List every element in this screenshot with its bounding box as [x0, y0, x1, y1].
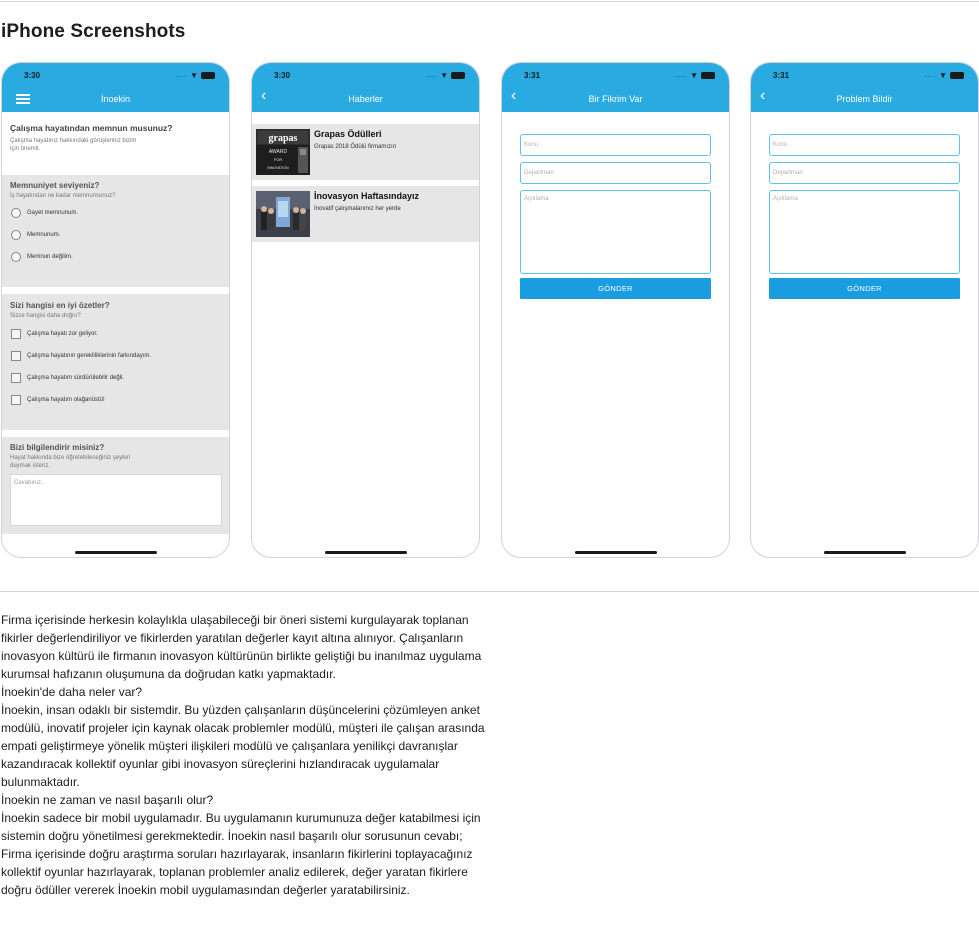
- description-line: Firma içerisinde doğru araştırma soruları hazırlayarak, insanların fikirlerini toplayacağınız: [1, 847, 473, 861]
- status-time: 3:31: [773, 71, 790, 80]
- description-line: doğru ödüller vererek İnoekin mobil uygulamasından değerler yaratabilirsiniz.: [1, 883, 410, 897]
- section-title: iPhone Screenshots: [1, 21, 186, 42]
- description-line: kazandıracak kollektif oyunlar gibi inovasyon süreçlerini hızlandıracak uygulamalar: [1, 757, 440, 771]
- subject-input[interactable]: [769, 134, 960, 156]
- description-placeholder: Açıklama: [524, 196, 549, 202]
- checkbox-icon[interactable]: [11, 329, 21, 339]
- nav-bar: [252, 63, 479, 112]
- home-indicator: [575, 551, 657, 554]
- wifi-icon: ▼: [939, 71, 947, 80]
- question-card: [2, 294, 230, 430]
- description-textarea[interactable]: [520, 190, 711, 274]
- back-chevron-icon[interactable]: ‹: [760, 87, 766, 104]
- status-icons: [425, 71, 465, 80]
- option-label: Memnunum.: [27, 232, 61, 238]
- status-icons: [675, 71, 715, 80]
- battery-icon: [201, 72, 215, 79]
- nav-title: Problem Bildir: [836, 94, 893, 104]
- description-line: İnoekin sadece bir mobil uygulamadır. Bu uygulamanın kurumunuza değer katabilmesi için: [1, 811, 481, 825]
- news-desc: Grapas 2018 Ödülü firmamızın: [314, 144, 397, 150]
- send-button[interactable]: GÖNDER: [769, 278, 960, 299]
- option-label: Çalışma hayatı zor geliyor.: [27, 331, 98, 337]
- subject-placeholder: Konu: [773, 142, 788, 148]
- home-indicator: [75, 551, 157, 554]
- question-sub: Sizce hangisi daha doğru?: [10, 313, 81, 319]
- signal-icon: ....: [175, 72, 188, 79]
- department-input[interactable]: [769, 162, 960, 184]
- option-label: Gayet memnunum.: [27, 210, 79, 216]
- checkbox-option[interactable]: [11, 395, 105, 405]
- back-chevron-icon[interactable]: ‹: [511, 87, 517, 104]
- thumbnail-brand: grapas: [268, 133, 298, 144]
- question-sub-1: Hayat hakkında bize öğretebileceğiniz şeyleri: [10, 455, 131, 461]
- home-indicator: [325, 551, 407, 554]
- option-label: Memnun değilim.: [27, 254, 73, 260]
- survey-intro-sub-2: için önemli.: [10, 146, 41, 152]
- description-line: Firma içerisinde herkesin kolaylıkla ulaşabileceği bir öneri sistemi kurgulayarak toplanan: [1, 613, 469, 627]
- signal-icon: ....: [675, 72, 688, 79]
- status-icons: [175, 71, 215, 80]
- checkbox-option[interactable]: [11, 329, 98, 339]
- checkbox-icon[interactable]: [11, 351, 21, 361]
- battery-icon: [451, 72, 465, 79]
- nav-bar: [751, 63, 978, 112]
- nav-title: İnoekin: [100, 94, 131, 104]
- radio-option[interactable]: [11, 208, 78, 218]
- news-thumbnail: [256, 191, 310, 237]
- radio-icon[interactable]: [11, 208, 21, 218]
- survey-intro-question: Çalışma hayatından memnun musunuz?: [10, 123, 173, 133]
- answer-textarea[interactable]: [10, 474, 222, 526]
- status-time: 3:30: [274, 71, 291, 80]
- radio-icon[interactable]: [11, 230, 21, 240]
- thumbnail-line-3: INNOVATION: [267, 166, 289, 170]
- thumbnail-line-1: AWARD: [268, 149, 288, 155]
- question-card: [2, 437, 230, 534]
- survey-intro-card: [2, 112, 230, 174]
- news-desc: İnovatif çalışmalarımız her yerde: [314, 206, 401, 212]
- nav-bar: [502, 63, 729, 112]
- survey-intro-sub-1: Çalışma hayatınız hakkındaki görüşleriniz bizim: [10, 138, 137, 144]
- checkbox-icon[interactable]: [11, 395, 21, 405]
- news-thumbnail: [256, 129, 310, 175]
- checkbox-icon[interactable]: [11, 373, 21, 383]
- send-button[interactable]: GÖNDER: [520, 278, 711, 299]
- radio-option[interactable]: [11, 230, 60, 240]
- description-line: kollektif oyunlar hazırlayarak, toplanan problemler analiz edilerek, değer yaratan fikirlere: [1, 865, 468, 879]
- nav-title: Haberler: [348, 94, 383, 104]
- description-line: empati geliştirmeye yönelik müşteri ilişkileri modülü ve çalışanlara yenilikçi davranışlar: [1, 739, 458, 753]
- checkbox-option[interactable]: [11, 351, 151, 361]
- thumbnail-line-2: FOR: [273, 157, 283, 162]
- option-label: Çalışma hayatım olağanüstü!: [27, 397, 105, 403]
- question-sub-2: duymak isteriz.: [10, 463, 51, 469]
- wifi-icon: ▼: [190, 71, 198, 80]
- nav-bar: [2, 63, 229, 112]
- description-line: İnoekin, insan odaklı bir sistemdir. Bu yüzden çalışanların düşüncelerini çözümleyen anket: [1, 703, 480, 717]
- description-line: kurumsal hafızanın oluşumuna da doğrudan katkı yapmaktadır.: [1, 667, 336, 681]
- status-time: 3:30: [24, 71, 41, 80]
- signal-icon: ....: [425, 72, 438, 79]
- question-title: Memnuniyet seviyeniz?: [10, 181, 100, 190]
- department-input[interactable]: [520, 162, 711, 184]
- screenshot-problem-form[interactable]: [750, 62, 979, 558]
- nav-title: Bir Fikrim Var: [588, 94, 643, 104]
- subject-placeholder: Konu: [524, 142, 539, 148]
- question-title: Bizi bilgilendirir misiniz?: [10, 443, 105, 452]
- app-description: [1, 611, 561, 899]
- description-textarea[interactable]: [769, 190, 960, 274]
- description-line: bulunmaktadır.: [1, 775, 80, 789]
- description-placeholder: Açıklama: [773, 196, 798, 202]
- description-line: modülü, inovatif projeler için kaynak olacak problemler modülü, müşteri ile çalışan arasında: [1, 721, 485, 735]
- screenshot-news[interactable]: [251, 62, 480, 558]
- description-line: fikirler değerlendiriliyor ve fikirlerden yaratılan değerler kayıt altına alınıyor. Çalışanların: [1, 631, 464, 645]
- middle-divider: [0, 591, 979, 592]
- subject-input[interactable]: [520, 134, 711, 156]
- screenshot-idea-form[interactable]: [501, 62, 730, 558]
- option-label: Çalışma hayatının gerekliliklerinin farkındayım.: [27, 353, 152, 359]
- department-placeholder: Departman: [524, 170, 554, 176]
- checkbox-option[interactable]: [11, 373, 124, 383]
- news-title: Grapas Ödülleri: [314, 129, 382, 139]
- news-title: İnovasyon Haftasındayız: [314, 191, 420, 201]
- radio-icon[interactable]: [11, 252, 21, 262]
- status-time: 3:31: [524, 71, 541, 80]
- back-chevron-icon[interactable]: ‹: [261, 87, 267, 104]
- news-item[interactable]: [252, 186, 480, 242]
- description-line: sistemin doğru yönetilmesi gerekmektedir. İnoekin nasıl başarılı olur sorusunun cevabı;: [1, 829, 463, 843]
- signal-icon: ....: [924, 72, 937, 79]
- wifi-icon: ▼: [690, 71, 698, 80]
- top-divider: [0, 1, 979, 2]
- news-item[interactable]: [252, 124, 480, 180]
- radio-option[interactable]: [11, 252, 73, 262]
- description-line: inovasyon kültürü ile firmanın inovasyon kültürünün birlikte geliştiği bu inanılmaz uygulama: [1, 649, 482, 663]
- status-icons: [924, 71, 964, 80]
- department-placeholder: Departman: [773, 170, 803, 176]
- wifi-icon: ▼: [440, 71, 448, 80]
- screenshot-survey[interactable]: [1, 62, 230, 558]
- question-card: [2, 175, 230, 287]
- home-indicator: [824, 551, 906, 554]
- description-line: İnoekin ne zaman ve nasıl başarılı olur?: [1, 793, 214, 807]
- answer-placeholder: Cevabınız..: [14, 480, 45, 486]
- battery-icon: [950, 72, 964, 79]
- description-line: İnoekin'de daha neler var?: [1, 685, 143, 699]
- question-sub: İş hayatından ne kadar memnunsunuz?: [10, 193, 116, 199]
- battery-icon: [701, 72, 715, 79]
- option-label: Çalışma hayatım sürdürülebilir değil.: [27, 375, 125, 381]
- question-title: Sizi hangisi en iyi özetler?: [10, 301, 110, 310]
